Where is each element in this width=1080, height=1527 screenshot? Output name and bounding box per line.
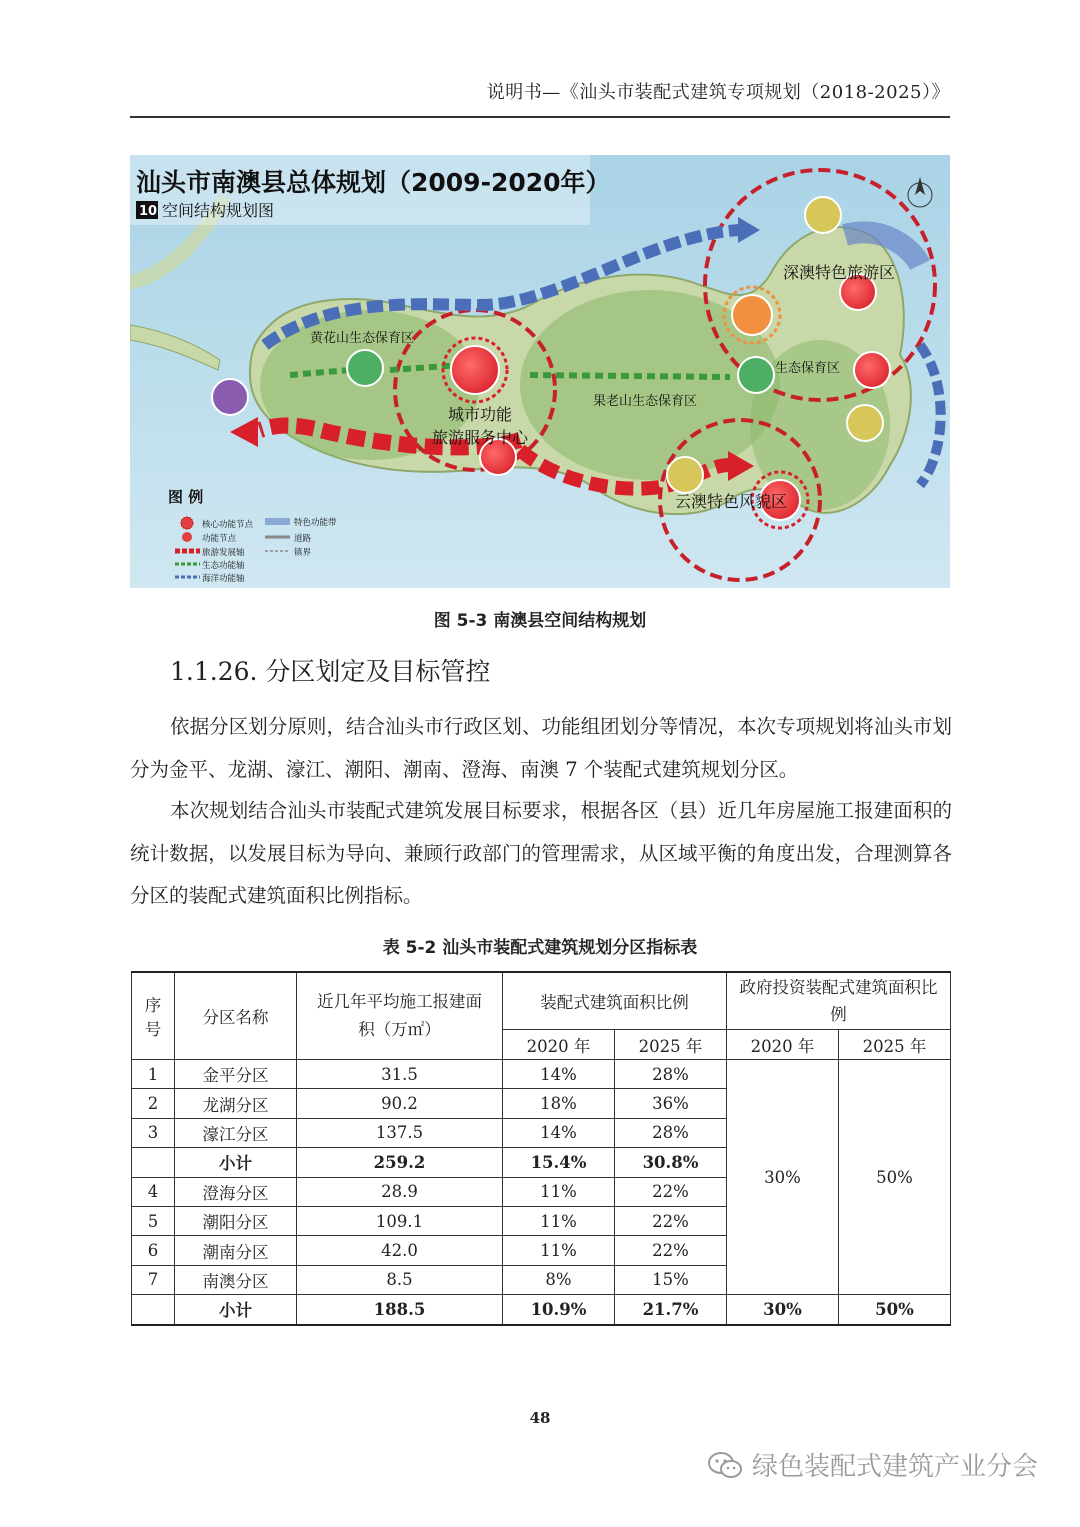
- cell-r2020: 11%: [503, 1177, 615, 1206]
- map-svg: [130, 155, 950, 588]
- legend-item-5: 特色功能带: [294, 518, 337, 528]
- legend-item-6: 道路: [294, 534, 312, 544]
- map-subtitle: 空间结构规划图: [162, 201, 275, 220]
- cell-seq: 6: [132, 1236, 175, 1265]
- watermark: [706, 1446, 1038, 1483]
- legend-item-3: 生态功能轴: [202, 561, 245, 571]
- purple-node: [212, 379, 248, 415]
- header-name: 分区名称: [175, 972, 297, 1060]
- cell-r2025: 22%: [615, 1177, 727, 1206]
- cell-name: 南澳分区: [175, 1265, 297, 1294]
- cell-area: 137.5: [297, 1118, 503, 1147]
- header-area: 近几年平均施工报建面积（万㎡）: [297, 972, 503, 1060]
- planning-map: [130, 155, 950, 588]
- cell-area: 31.5: [297, 1060, 503, 1089]
- legend-item-7: 镇界: [294, 548, 312, 558]
- node-east: [854, 352, 890, 388]
- cell-name: 濠江分区: [175, 1118, 297, 1147]
- cell-r2020: 14%: [503, 1060, 615, 1089]
- green-node-east: [738, 357, 774, 393]
- cell-seq: 7: [132, 1265, 175, 1294]
- cell-name: 潮南分区: [175, 1236, 297, 1265]
- cell-area: 28.9: [297, 1177, 503, 1206]
- legend-swatch-1: [182, 532, 192, 542]
- cell-r2025: 28%: [615, 1118, 727, 1147]
- cell-r2020: 8%: [503, 1265, 615, 1294]
- label-eco: 生态保育区: [775, 361, 841, 376]
- cell-area: 259.2: [297, 1148, 503, 1177]
- legend-item-4: 海洋功能轴: [202, 574, 245, 584]
- cell-r2025: 21.7%: [615, 1295, 727, 1325]
- legend-item-0: 核心功能节点: [202, 520, 254, 530]
- header-gov-2025: 2025 年: [839, 1030, 951, 1060]
- watermark-text: 绿色装配式建筑产业分会: [752, 1452, 1039, 1482]
- cell-name: 金平分区: [175, 1060, 297, 1089]
- cell-seq: [132, 1148, 175, 1177]
- label-guolaoshan: 果老山生态保育区: [593, 394, 698, 409]
- cell-area: 109.1: [297, 1206, 503, 1235]
- cell-r2025: 22%: [615, 1236, 727, 1265]
- cell-r2025: 15%: [615, 1265, 727, 1294]
- header-gov-2020: 2020 年: [727, 1030, 839, 1060]
- yellow-node-south: [667, 457, 703, 493]
- header-gov: 政府投资装配式建筑面积比例: [727, 972, 951, 1030]
- cell-r2020: 15.4%: [503, 1148, 615, 1177]
- cell-r2020: 11%: [503, 1236, 615, 1265]
- map-badge: 10: [139, 204, 158, 219]
- cell-name: 龙湖分区: [175, 1089, 297, 1118]
- legend-title: 图 例: [168, 488, 204, 506]
- zone-index-table: [131, 971, 951, 1326]
- cell-gov-2025-merged: 50%: [839, 1060, 951, 1295]
- header-ratio-2025: 2025 年: [615, 1030, 727, 1060]
- cell-area: 8.5: [297, 1265, 503, 1294]
- table-header-row-1: [132, 972, 951, 1030]
- legend-swatch-0: [181, 517, 193, 529]
- orange-node: [732, 295, 772, 335]
- cell-area: 90.2: [297, 1089, 503, 1118]
- cell-seq: 3: [132, 1118, 175, 1147]
- wechat-icon: [706, 1450, 744, 1480]
- paragraph-1-text: 依据分区划分原则，结合汕头市行政区划、功能组团划分等情况，本次专项规划将汕头市划分为金平、龙湖、濠江、潮阳、潮南、澄海、南澳 7 个装配式建筑规划分区。: [130, 715, 952, 781]
- cell-r2025: 30.8%: [615, 1148, 727, 1177]
- table-caption: 表 5-2 汕头市装配式建筑规划分区指标表: [382, 938, 698, 958]
- cell-g2025: 50%: [839, 1295, 951, 1325]
- table-row-total: [132, 1295, 951, 1325]
- map-title: 汕头市南澳县总体规划（2009-2020年）: [136, 168, 611, 197]
- paragraph-2: [130, 790, 952, 918]
- cell-seq: 4: [132, 1177, 175, 1206]
- cell-r2020: 10.9%: [503, 1295, 615, 1325]
- cell-r2020: 14%: [503, 1118, 615, 1147]
- cell-name: 澄海分区: [175, 1177, 297, 1206]
- cell-r2025: 36%: [615, 1089, 727, 1118]
- cell-r2025: 22%: [615, 1206, 727, 1235]
- cell-seq: 1: [132, 1060, 175, 1089]
- cell-r2025: 28%: [615, 1060, 727, 1089]
- legend-swatch-5: [265, 518, 290, 525]
- cell-gov-2020-merged: 30%: [727, 1060, 839, 1295]
- cell-name: 潮阳分区: [175, 1206, 297, 1235]
- header-seq: 序号: [132, 972, 175, 1060]
- paragraph-1: [130, 706, 952, 791]
- cell-area: 42.0: [297, 1236, 503, 1265]
- label-city-center-1: 城市功能: [448, 405, 513, 424]
- paragraph-2-text: 本次规划结合汕头市装配式建筑发展目标要求，根据各区（县）近几年房屋施工报建面积的统计数据，以发展目标为导向、兼顾行政部门的管理需求，从区域平衡的角度出发，合理测算各分区的装配式建筑面积比例指标。: [130, 799, 952, 907]
- label-city-center-2: 旅游服务中心: [432, 428, 529, 447]
- section-heading: 1.1.26. 分区划定及目标管控: [170, 657, 491, 686]
- page-number: 48: [529, 1409, 551, 1427]
- page-header: [130, 72, 950, 118]
- cell-r2020: 18%: [503, 1089, 615, 1118]
- figure-caption: 图 5-3 南澳县空间结构规划: [433, 611, 647, 631]
- cell-name: 小计: [175, 1295, 297, 1325]
- legend-item-1: 功能节点: [202, 534, 237, 544]
- yellow-node-east: [847, 405, 883, 441]
- legend-item-2: 旅游发展轴: [202, 548, 245, 558]
- cell-seq: [132, 1295, 175, 1325]
- label-huanghuashan: 黄花山生态保育区: [310, 331, 415, 346]
- table-row: [132, 1060, 951, 1089]
- cell-r2020: 11%: [503, 1206, 615, 1235]
- green-node-west: [347, 350, 383, 386]
- header-title: 说明书—《汕头市装配式建筑专项规划（2018-2025）》: [486, 82, 950, 103]
- core-node-city: [451, 346, 499, 394]
- label-yunao: 云澳特色风貌区: [675, 492, 788, 511]
- yellow-node-north: [805, 197, 841, 233]
- cell-name: 小计: [175, 1148, 297, 1177]
- header-ratio-2020: 2020 年: [503, 1030, 615, 1060]
- cell-seq: 2: [132, 1089, 175, 1118]
- header-ratio: 装配式建筑面积比例: [503, 972, 727, 1030]
- cell-area: 188.5: [297, 1295, 503, 1325]
- cell-g2020: 30%: [727, 1295, 839, 1325]
- cell-seq: 5: [132, 1206, 175, 1235]
- label-shenao: 深澳特色旅游区: [783, 263, 896, 282]
